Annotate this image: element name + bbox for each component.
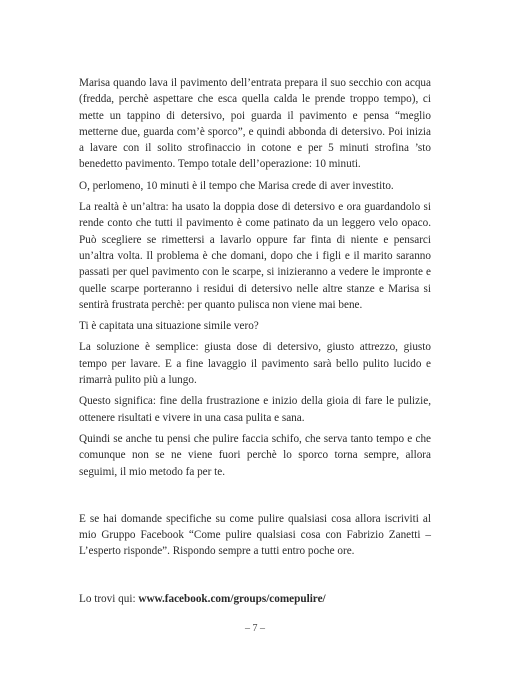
paragraph-gap	[79, 485, 431, 511]
body-text	[79, 75, 431, 612]
paragraph-facebook-group: E se hai domande specifiche su come pulire qualsiasi cosa allora iscriviti al mio Gruppo Facebook “Come pulire qualsiasi cosa con Fabrizio Zanetti – L’esperto risponde”. Rispondo sempre a tutti entro poche ore.	[79, 512, 431, 558]
paragraph-question: Ti è capitata una situazione simile vero?	[79, 320, 259, 333]
paragraph-solution: La soluzione è semplice: giusta dose di detersivo, giusto attrezzo, giusto tempo per lavare. E a fine lavaggio il pavimento sarà bello pulito lucido e rimarrà pulito più a lungo.	[79, 341, 431, 387]
paragraph-meaning: Questo significa: fine della frustrazione e inizio della gioia di fare le pulizie, ottenere risultati e vivere in una casa pulita e sana.	[79, 395, 431, 424]
link-prefix: Lo trovi qui:	[79, 592, 139, 605]
facebook-group-link[interactable]: www.facebook.com/groups/comepulire/	[138, 592, 326, 605]
paragraph-follow-me: Quindi se anche tu pensi che pulire faccia schifo, che serva tanto tempo e che comunque non se ne viene fuori perchè lo sporco torna sempre, allora seguimi, il mio metodo fa per te.	[79, 432, 431, 478]
paragraph-reality: La realtà è un’altra: ha usato la doppia dose di detersivo e ora guardandolo si rende conto che tutti il pavimento è come patinato da un leggero velo opaco. Può scegliere se rimettersi a lavarlo oppure far finta di niente e pensarci un’altra volta. Il problema è che domani, dopo che i figli e il marito saranno passati per quel pavimento con le scarpe, si inizieranno a vedere le impronte e quelle scarpe porteranno i residui di detersivo nelle altre stanze e Marisa si sentirà frustrata perchè: per quanto pulisca non viene mai bene.	[79, 201, 431, 311]
page-number: – 7 –	[245, 623, 265, 634]
paragraph-time-invested: O, perlomeno, 10 minuti è il tempo che Marisa crede di aver investito.	[79, 179, 394, 192]
link-line	[79, 591, 431, 607]
paragraph-gap-2	[79, 565, 431, 591]
paragraph-marisa-routine: Marisa quando lava il pavimento dell’entrata prepara il suo secchio con acqua (fredda, perchè aspettare che esca quella calda le prende troppo tempo), ci mette un tappino di detersivo, poi guarda il pavimento e pensa “meglio metterne due, guarda com’è sporco”, e quindi abbonda di detersivo. Poi inizia a lavare con il solito strofinaccio in cotone e per 5 minuti strofina ’sto benedetto pavimento. Tempo totale dell’operazione: 10 minuti.	[79, 77, 431, 171]
